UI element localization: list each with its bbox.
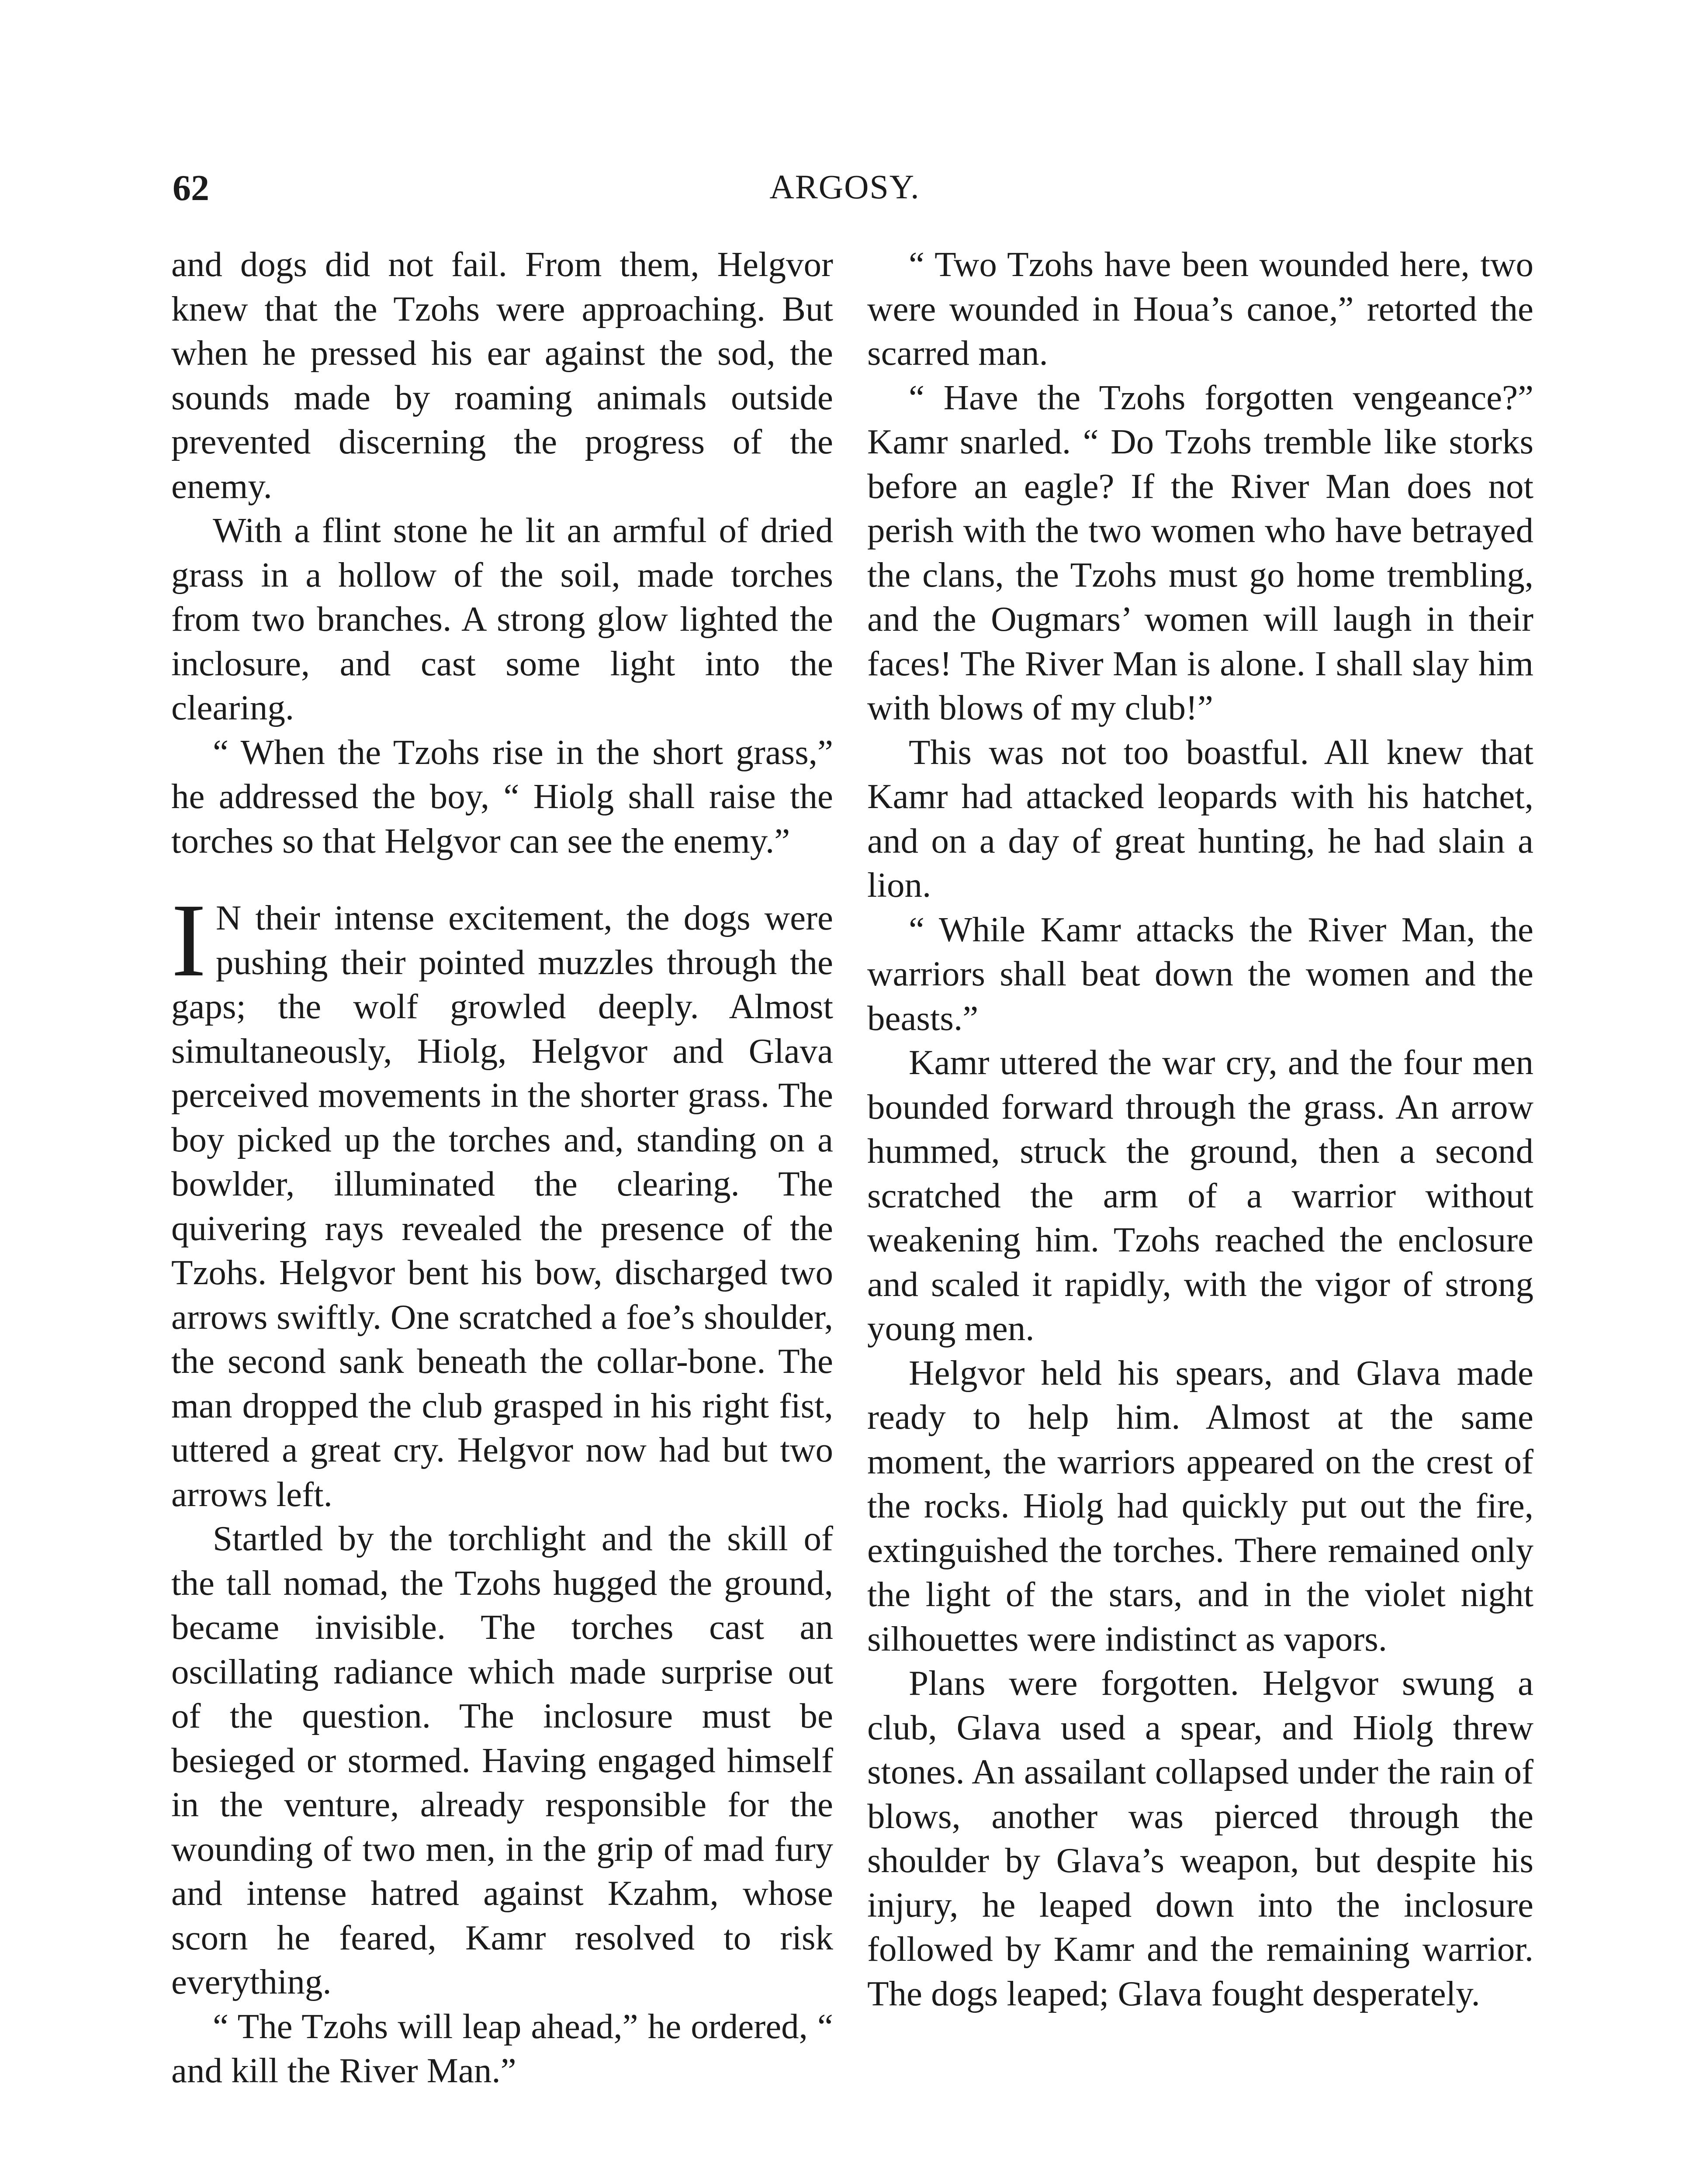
paragraph: “ While Kamr attacks the River Man, the warriors shall beat down the women and the beasts.”: [867, 909, 1533, 1038]
right-column: [867, 242, 1533, 2016]
paragraph: and dogs did not fail. From them, Helgvor knew that the Tzohs were approaching. But when he pressed his ear against the sod, the sounds made by roaming animals outside prevented discerning the progress of the enemy.: [171, 245, 833, 506]
paragraph: Startled by the torchlight and the skill of the tall nomad, the Tzohs hugged the ground, became invisible. The torches cast an oscillating radiance which made surprise out of the question. The inclosure must be besieged or stormed. Having engaged himself in the venture, already responsible for the wounding of two men, in the grip of mad fury and intense hatred against Kzahm, whose scorn he feared, Kamr resolved to risk everything.: [171, 1519, 833, 2001]
paragraph: This was not too boastful. All knew that Kamr had attacked leopards with his hatchet, and on a day of great hunting, he had slain a lion.: [867, 732, 1533, 905]
paragraph: “ Have the Tzohs forgotten vengeance?” Kamr snarled. “ Do Tzohs tremble like storks before an eagle? If the River Man does not perish with the two women who have betrayed the clans, the Tzohs must go home trembling, and the Ougmars’ women will laugh in their faces! The River Man is alone. I shall slay him with blows of my club!”: [867, 377, 1533, 727]
section-break: [171, 863, 833, 896]
running-title: ARGOSY.: [769, 168, 920, 206]
paragraph: Plans were forgotten. Helgvor swung a club, Glava used a spear, and Hiolg threw stones. An assailant collapsed under the rain of blows, another was pierced through the shoulder by Glava’s weapon, but despite his injury, he leaped down into the inclosure followed by Kamr and the remaining warrior. The dogs leaped; Glava fought desperately.: [867, 1663, 1533, 2013]
opening-text: N their intense excitement, the dogs were pushing their pointed muzzles through the gaps; the wolf growled deeply. Almost simultaneously, Hiolg, Helgvor and Glava perceived movements in the shorter grass. The boy picked up the torches and, standing on a bowlder, illuminated the clearing. The quivering rays revealed the presence of the Tzohs. Helgvor bent his bow, discharged two arrows swiftly. One scratched a foe’s shoulder, the second sank beneath the collar-bone. The man dropped the club grasped in his right fist, uttered a great cry. Helgvor now had but two arrows left.: [171, 898, 833, 1514]
paragraph: “ When the Tzohs rise in the short grass,” he addressed the boy, “ Hiolg shall raise the torches so that Helgvor can see the enemy.”: [171, 732, 833, 860]
paragraph: Helgvor held his spears, and Glava made ready to help him. Almost at the same moment, the warriors appeared on the crest of the rocks. Hiolg had quickly put out the fire, extinguished the torches. There remained only the light of the stars, and in the violet night silhouettes were indistinct as vapors.: [867, 1353, 1533, 1659]
paragraph: With a flint stone he lit an armful of dried grass in a hollow of the soil, made torches from two branches. A strong glow lighted the inclosure, and cast some light into the clearing.: [171, 511, 833, 727]
paragraph: “ Two Tzohs have been wounded here, two were wounded in Houa’s canoe,” retorted the scarred man.: [867, 245, 1533, 373]
section-opening-paragraph: [171, 882, 833, 1517]
left-column: [171, 242, 833, 2093]
paragraph: Kamr uttered the war cry, and the four men bounded forward through the grass. An arrow hummed, struck the ground, then a second scratched the arm of a warrior without weakening him. Tzohs reached the enclosure and scaled it rapidly, with the vigor of strong young men.: [867, 1043, 1533, 1348]
drop-cap: I: [171, 882, 206, 998]
paragraph: “ The Tzohs will leap ahead,” he ordered, “ and kill the River Man.”: [171, 2006, 833, 2090]
page-header: [173, 168, 1517, 221]
page-number: 62: [173, 168, 209, 208]
